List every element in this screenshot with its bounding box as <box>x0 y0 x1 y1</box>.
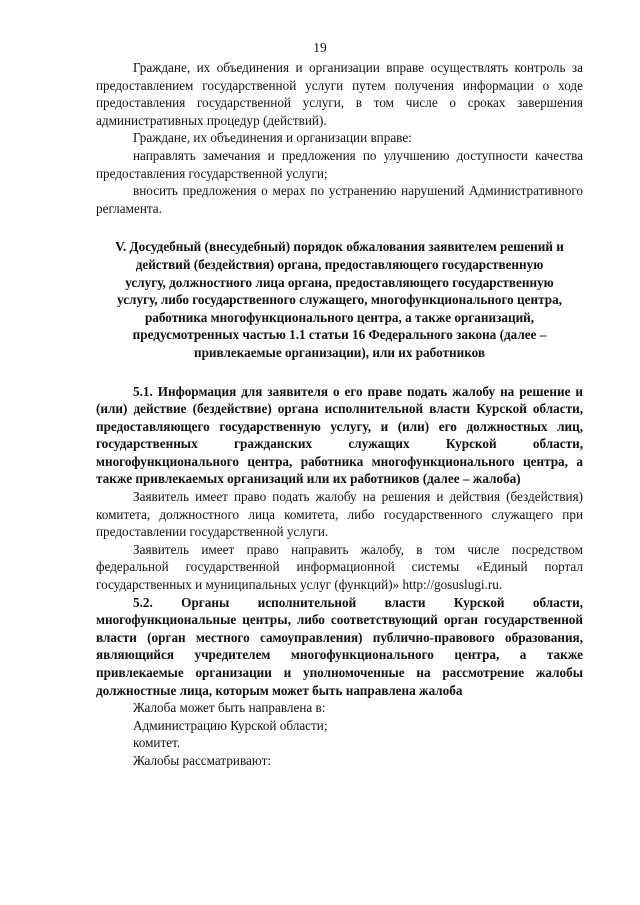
section-v-heading: V. Досудебный (внесудебный) порядок обжалования заявителем решений и действий (бездействия) органа, предоставляющего государственную услугу, должностного лица органа, предоставляющего государственную услугу, либо государственного служащего, многофункционального центра, работника многофункционального центра, а также организаций, предусмотренных частью 1.1 статьи 16 Федерального закона (далее – привлекаемые организации), или их работников <box>115 239 564 360</box>
clause-5-2-paragraph-administration: Администрацию Курской области; <box>133 717 328 733</box>
document-body <box>96 59 583 770</box>
clause-5-2-paragraph-reviewers: Жалобы рассматривают: <box>133 752 272 768</box>
paragraph-submit-proposals: вносить предложения о мерах по устранению нарушений Административного регламента. <box>96 183 583 216</box>
clause-5-2-paragraph-committee: комитет. <box>133 735 181 751</box>
clause-5-2-paragraph-may-be-sent: Жалоба может быть направлена в: <box>133 700 326 716</box>
clause-5-1-paragraph-portal: Заявитель имеет право направить жалобу, в том числе посредством федеральной государственной информационной системы «Единый портал государственных и муниципальных услуг (функций)» http://gosuslugi.ru. <box>96 541 583 593</box>
paragraph-send-remarks: направлять замечания и предложения по улучшению доступности качества предоставления государственной услуги; <box>96 147 583 181</box>
clause-5-1-paragraph-right-to-complain: Заявитель имеет право подать жалобу на решения и действия (бездействия) комитета, должностного лица комитета, либо государственного служащего при предоставлении государственной услуги. <box>96 489 583 540</box>
paragraph-citizens-rights: Граждане, их объединения и организации вправе: <box>133 130 412 146</box>
page-number: 19 <box>313 40 327 55</box>
clause-5-1-heading: 5.1. Информация для заявителя о его праве подать жалобу на решение и (или) действие (бездействие) органа исполнительной власти Курской области, предоставляющего государственную услугу, и (или) его должностных лиц, государственных гражданских служащих Курской области, многофункционального центра, работника многофункционального центра, а также привлекаемых организаций или их работников (далее – жалоба) <box>96 383 583 487</box>
paragraph-control-info: Граждане, их объединения и организации вправе осуществлять контроль за предоставлением государственной услуги путем получения информации о ходе предоставления государственной услуги, в том числе о сроках завершения административных процедур (действий). <box>96 60 583 128</box>
clause-5-2-heading: 5.2. Органы исполнительной власти Курской области, многофункциональные центры, либо соответствующий орган государственной власти (орган местного самоуправления) публично-правового образования, являющийся учредителем многофункционального центра, а также привлекаемые организации и уполномоченные на рассмотрение жалобы должностные лица, которым может быть направлена жалоба <box>96 594 583 698</box>
